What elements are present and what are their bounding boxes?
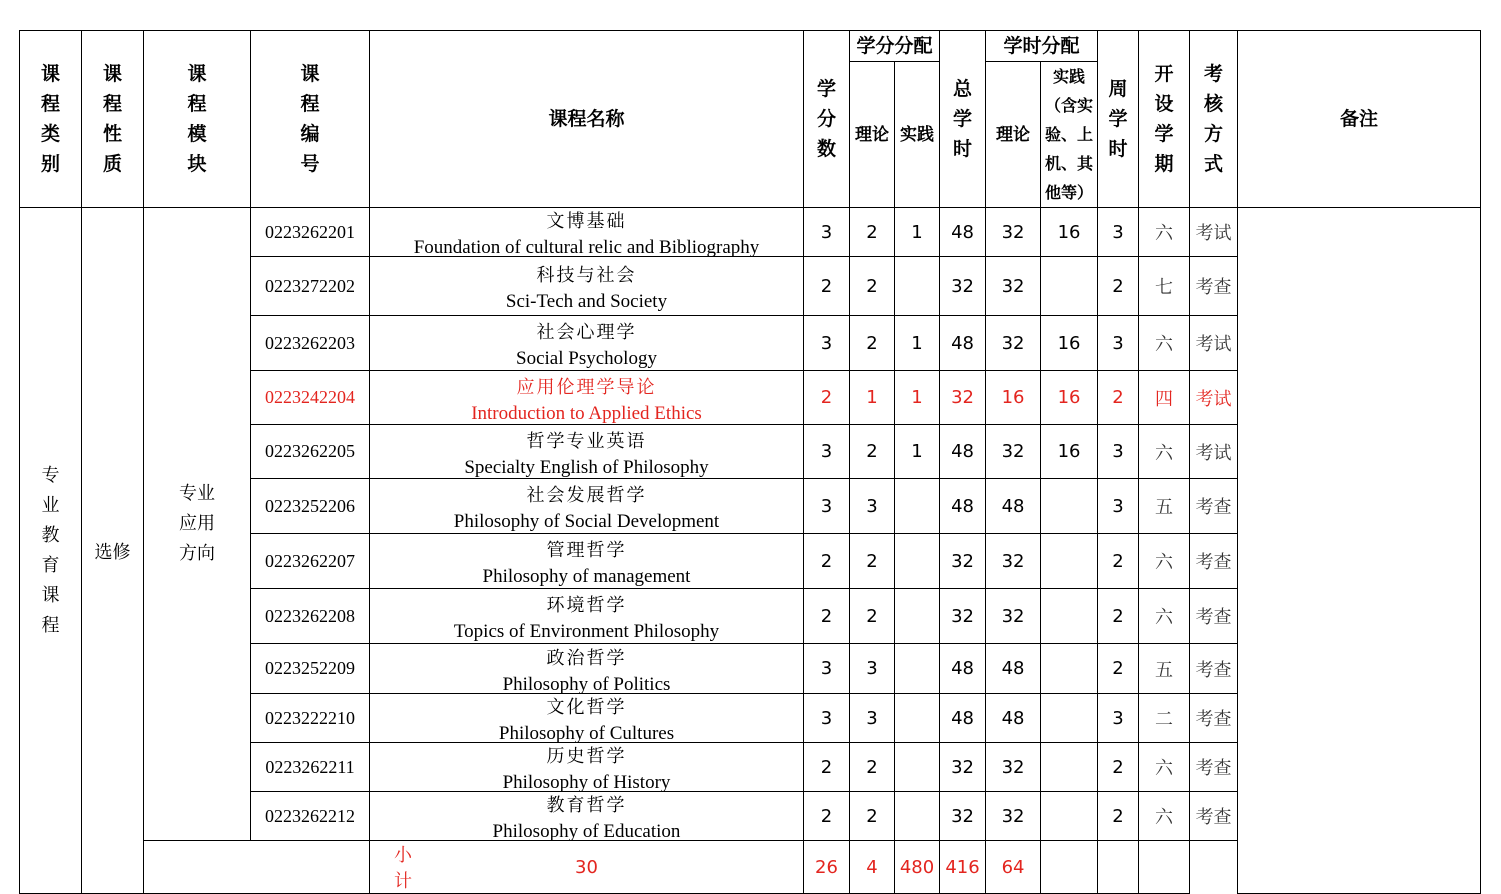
course-name-cn: 政治哲学 — [546, 647, 627, 669]
course-name-en: Philosophy of Social Development — [453, 511, 720, 532]
course-table — [19, 30, 1481, 894]
course-code: 0223222210 — [251, 694, 370, 743]
total-hours: 32 — [940, 743, 986, 792]
course-code: 0223272202 — [251, 257, 370, 316]
credit-practice: 1 — [895, 371, 940, 425]
semester: 六 — [1139, 425, 1190, 479]
semester: 六 — [1139, 589, 1190, 644]
header-category: 课程类别 — [20, 31, 82, 208]
hour-theory: 32 — [986, 208, 1041, 257]
credits: 2 — [804, 589, 850, 644]
remarks-cell — [1238, 208, 1481, 894]
exam-method: 考查 — [1190, 257, 1238, 316]
hour-theory: 32 — [986, 589, 1041, 644]
header-credits: 学分数 — [804, 31, 850, 208]
weekly-hours: 2 — [1098, 743, 1139, 792]
semester: 七 — [1139, 257, 1190, 316]
total-hours: 48 — [940, 479, 986, 534]
semester: 六 — [1139, 534, 1190, 589]
semester: 五 — [1139, 644, 1190, 694]
semester: 六 — [1139, 208, 1190, 257]
exam-method: 考查 — [1190, 479, 1238, 534]
credits: 2 — [804, 371, 850, 425]
hour-theory: 32 — [986, 425, 1041, 479]
course-name — [370, 644, 804, 694]
exam-method: 考查 — [1190, 589, 1238, 644]
header-module: 课程模块 — [144, 31, 251, 208]
semester: 六 — [1139, 316, 1190, 371]
course-name-cn: 社会心理学 — [536, 322, 637, 343]
total-hours: 32 — [940, 589, 986, 644]
course-name-cn: 社会发展哲学 — [526, 485, 647, 506]
header-weekly-hours: 周学时 — [1098, 31, 1139, 208]
credits: 3 — [804, 479, 850, 534]
exam-method: 考查 — [1190, 743, 1238, 792]
hour-theory: 32 — [986, 257, 1041, 316]
hour-theory: 48 — [986, 479, 1041, 534]
hour-theory: 32 — [986, 534, 1041, 589]
course-code: 0223262205 — [251, 425, 370, 479]
weekly-hours: 3 — [1098, 694, 1139, 743]
subtotal-hour-theory: 416 — [940, 841, 986, 894]
hour-practice: 16 — [1041, 208, 1098, 257]
credit-theory: 2 — [850, 534, 895, 589]
total-hours: 48 — [940, 425, 986, 479]
course-name-cn: 管理哲学 — [546, 540, 627, 561]
credits: 3 — [804, 644, 850, 694]
course-name-cn: 文博基础 — [546, 211, 627, 232]
total-hours: 48 — [940, 316, 986, 371]
credit-practice — [895, 257, 940, 316]
hour-practice — [1041, 743, 1098, 792]
course-name-en: Philosophy of History — [502, 772, 671, 793]
course-name — [370, 316, 804, 371]
credit-practice — [895, 534, 940, 589]
credit-practice — [895, 589, 940, 644]
course-name-cn: 历史哲学 — [546, 746, 627, 767]
course-name — [370, 694, 804, 743]
total-hours: 32 — [940, 534, 986, 589]
header-nature: 课程性质 — [82, 31, 144, 208]
credit-practice — [895, 743, 940, 792]
semester: 六 — [1139, 792, 1190, 841]
course-name-cn: 文化哲学 — [546, 697, 627, 718]
header-hour-dist: 学时分配 — [986, 31, 1098, 62]
exam-method: 考试 — [1190, 371, 1238, 425]
course-name-cn: 科技与社会 — [536, 265, 637, 286]
hour-theory: 32 — [986, 316, 1041, 371]
course-code: 0223262212 — [251, 792, 370, 841]
subtotal-weekly — [1041, 841, 1098, 894]
hour-theory: 48 — [986, 644, 1041, 694]
course-name-cn: 教育哲学 — [546, 795, 627, 816]
credits: 2 — [804, 257, 850, 316]
credit-theory: 2 — [850, 208, 895, 257]
course-code: 0223252206 — [251, 479, 370, 534]
weekly-hours: 3 — [1098, 425, 1139, 479]
credits: 3 — [804, 425, 850, 479]
header-credit-practice: 实践 — [895, 62, 940, 208]
course-name — [370, 792, 804, 841]
hour-practice: 16 — [1041, 371, 1098, 425]
credits: 2 — [804, 792, 850, 841]
credit-theory: 3 — [850, 644, 895, 694]
hour-practice — [1041, 694, 1098, 743]
course-name-en: Philosophy of Education — [492, 821, 681, 842]
exam-method: 考查 — [1190, 792, 1238, 841]
hour-theory: 48 — [986, 694, 1041, 743]
exam-method: 考查 — [1190, 644, 1238, 694]
header-remarks: 备注 — [1238, 31, 1481, 208]
weekly-hours: 2 — [1098, 371, 1139, 425]
course-name — [370, 425, 804, 479]
exam-method: 考查 — [1190, 534, 1238, 589]
course-name — [370, 743, 804, 792]
exam-method: 考试 — [1190, 425, 1238, 479]
credit-theory: 2 — [850, 589, 895, 644]
subtotal-total-hours: 480 — [895, 841, 940, 894]
header-exam: 考核方式 — [1190, 31, 1238, 208]
weekly-hours: 3 — [1098, 316, 1139, 371]
course-code: 0223262211 — [251, 743, 370, 792]
header-name: 课程名称 — [370, 31, 804, 208]
exam-method: 考查 — [1190, 694, 1238, 743]
credit-practice — [895, 694, 940, 743]
course-name — [370, 589, 804, 644]
credit-theory: 3 — [850, 694, 895, 743]
exam-method: 考试 — [1190, 208, 1238, 257]
semester: 五 — [1139, 479, 1190, 534]
credit-practice — [895, 792, 940, 841]
credits: 3 — [804, 316, 850, 371]
credits: 2 — [804, 534, 850, 589]
subtotal-label: 小计 — [394, 845, 412, 892]
credit-theory: 2 — [850, 316, 895, 371]
credit-theory: 2 — [850, 792, 895, 841]
course-code: 0223262208 — [251, 589, 370, 644]
weekly-hours: 2 — [1098, 589, 1139, 644]
total-hours: 48 — [940, 694, 986, 743]
course-code: 0223262201 — [251, 208, 370, 257]
weekly-hours: 2 — [1098, 792, 1139, 841]
course-nature-cell: 选修 — [82, 208, 144, 894]
course-name-en: Specialty English of Philosophy — [464, 456, 709, 478]
hour-practice: 16 — [1041, 425, 1098, 479]
subtotal-semester — [1098, 841, 1139, 894]
course-name-en: Philosophy of Politics — [502, 673, 671, 695]
credit-theory: 2 — [850, 257, 895, 316]
hour-practice — [1041, 792, 1098, 841]
hour-practice — [1041, 644, 1098, 694]
credit-practice — [895, 479, 940, 534]
hour-practice — [1041, 257, 1098, 316]
credit-theory: 2 — [850, 743, 895, 792]
weekly-hours: 2 — [1098, 644, 1139, 694]
course-name — [370, 479, 804, 534]
hour-theory: 32 — [986, 743, 1041, 792]
course-code: 0223262203 — [251, 316, 370, 371]
credit-theory: 1 — [850, 371, 895, 425]
credit-practice — [895, 644, 940, 694]
course-name — [370, 208, 804, 257]
course-name-cn: 应用伦理学导论 — [516, 376, 657, 398]
credit-practice: 1 — [895, 425, 940, 479]
total-hours: 48 — [940, 208, 986, 257]
table-row — [20, 208, 1481, 257]
course-code: 0223262207 — [251, 534, 370, 589]
credit-theory: 2 — [850, 425, 895, 479]
semester: 六 — [1139, 743, 1190, 792]
weekly-hours: 3 — [1098, 208, 1139, 257]
credits: 3 — [804, 694, 850, 743]
subtotal-credits: 30 — [370, 841, 804, 894]
total-hours: 48 — [940, 644, 986, 694]
course-category-cell: 专业教育课程 — [20, 208, 82, 894]
exam-method: 考试 — [1190, 316, 1238, 371]
header-code: 课程编号 — [251, 31, 370, 208]
course-code: 0223242204 — [251, 371, 370, 425]
header-credit-theory: 理论 — [850, 62, 895, 208]
course-name — [370, 534, 804, 589]
weekly-hours: 2 — [1098, 534, 1139, 589]
total-hours: 32 — [940, 371, 986, 425]
hour-theory: 32 — [986, 792, 1041, 841]
subtotal-label-cell — [144, 841, 412, 894]
header-hour-practice: 实践（含实验、上机、其他等） — [1041, 62, 1098, 208]
weekly-hours: 3 — [1098, 479, 1139, 534]
credits: 2 — [804, 743, 850, 792]
credit-theory: 3 — [850, 479, 895, 534]
hour-practice: 16 — [1041, 316, 1098, 371]
course-name-en: Topics of Environment Philosophy — [453, 621, 720, 642]
hour-practice — [1041, 534, 1098, 589]
course-name-cn: 环境哲学 — [546, 595, 627, 616]
header-credit-dist: 学分分配 — [850, 31, 940, 62]
total-hours: 32 — [940, 257, 986, 316]
course-name-en: Social Psychology — [516, 348, 657, 369]
course-name — [370, 371, 804, 425]
subtotal-exam — [1139, 841, 1190, 894]
course-name-en: Philosophy of Cultures — [498, 723, 675, 744]
header-hour-theory: 理论 — [986, 62, 1041, 208]
header-total-hours: 总学时 — [940, 31, 986, 208]
semester: 四 — [1139, 371, 1190, 425]
subtotal-credit-theory: 26 — [804, 841, 850, 894]
course-code: 0223252209 — [251, 644, 370, 694]
hour-practice — [1041, 479, 1098, 534]
weekly-hours: 2 — [1098, 257, 1139, 316]
semester: 二 — [1139, 694, 1190, 743]
course-name-en: Introduction to Applied Ethics — [471, 402, 702, 424]
header-semester: 开设学期 — [1139, 31, 1190, 208]
credits: 3 — [804, 208, 850, 257]
hour-practice — [1041, 589, 1098, 644]
course-name-en: Foundation of cultural relic and Bibliography — [413, 237, 760, 258]
course-name-cn: 哲学专业英语 — [526, 430, 647, 452]
subtotal-hour-practice: 64 — [986, 841, 1041, 894]
course-name-en: Sci-Tech and Society — [505, 291, 668, 312]
subtotal-credit-practice: 4 — [850, 841, 895, 894]
course-name-en: Philosophy of management — [482, 566, 691, 587]
course-name — [370, 257, 804, 316]
total-hours: 32 — [940, 792, 986, 841]
course-module-cell: 专业应用方向 — [144, 208, 251, 841]
credit-practice: 1 — [895, 316, 940, 371]
credit-practice: 1 — [895, 208, 940, 257]
hour-theory: 16 — [986, 371, 1041, 425]
